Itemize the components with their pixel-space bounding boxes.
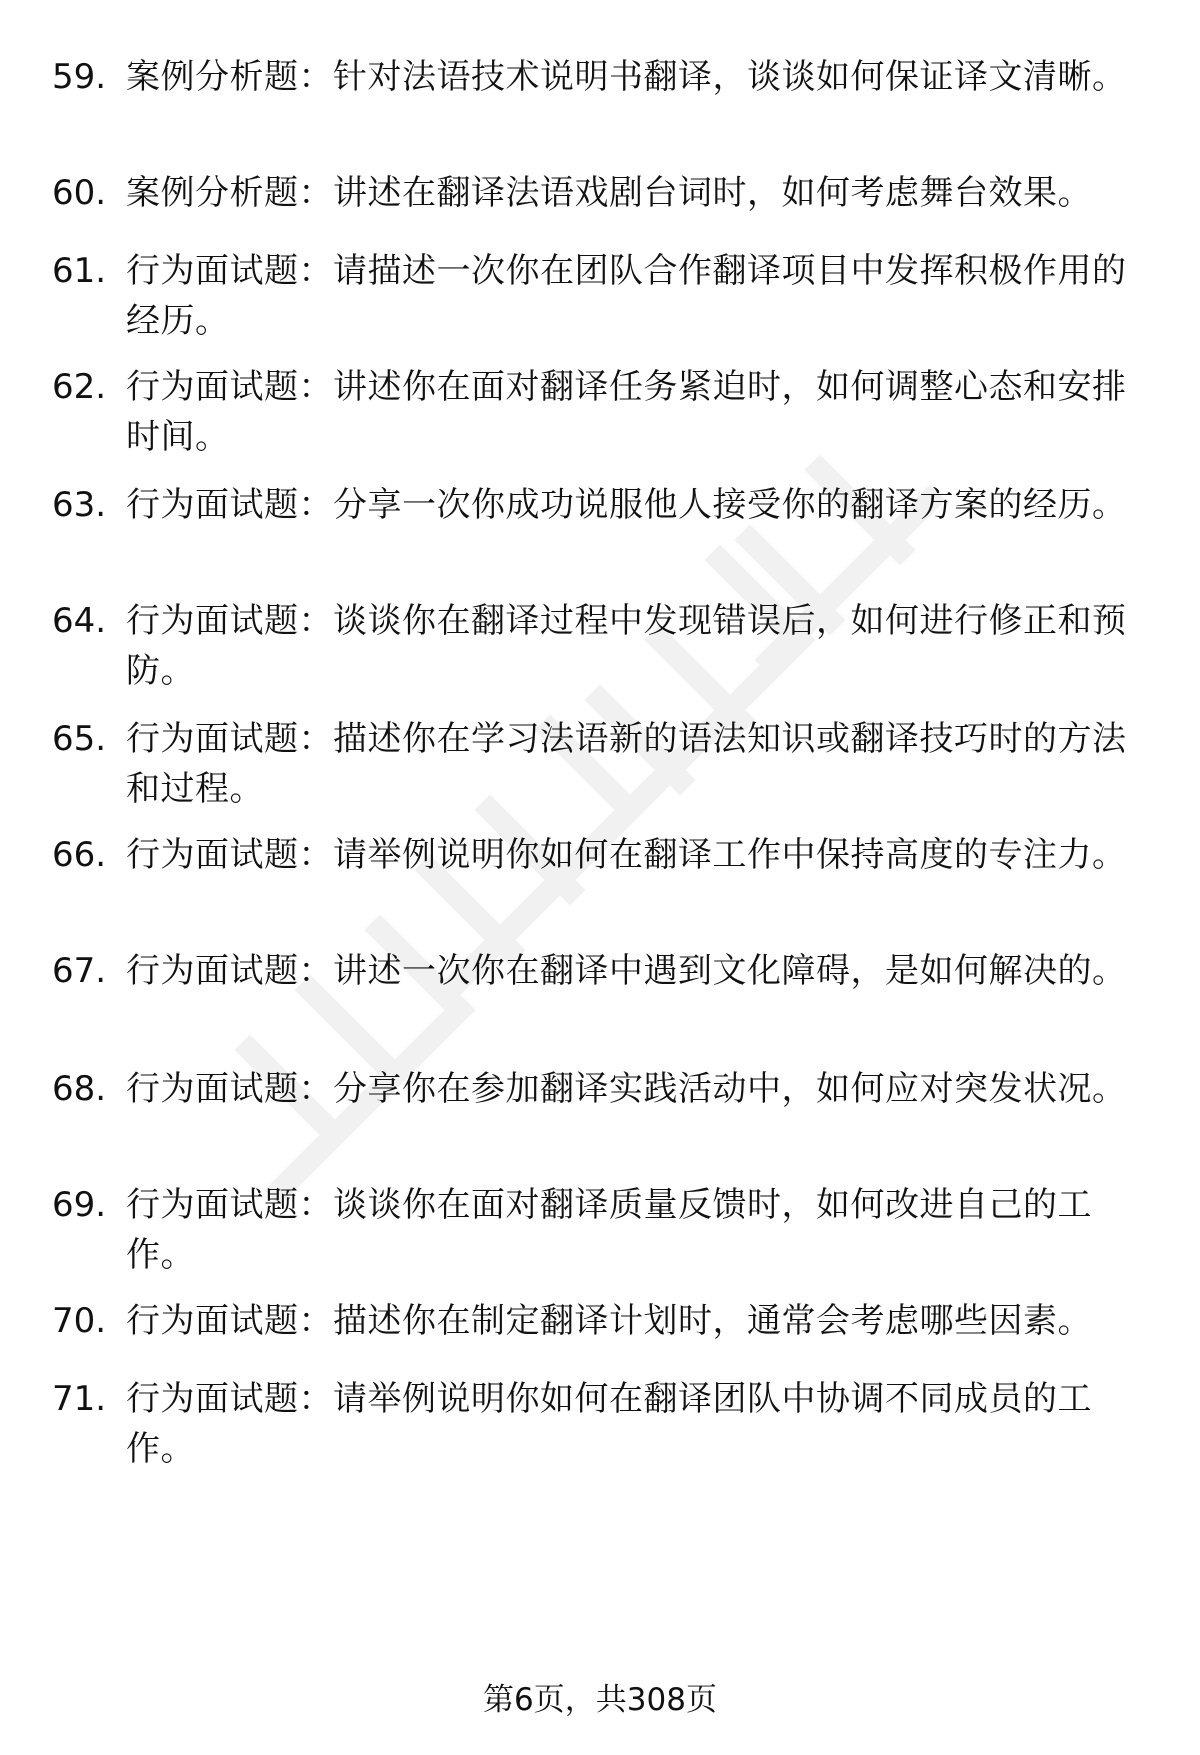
question-text (126, 246, 1142, 346)
question-text (126, 946, 1142, 996)
question-category: 行为面试题： (126, 1301, 333, 1341)
question-category: 行为面试题： (126, 601, 333, 641)
question-content: 描述你在学习法语新的语法知识或翻译技巧时的方法和过程。 (126, 719, 1127, 809)
question-number: 70. (52, 1301, 107, 1341)
question-text (126, 1296, 1142, 1346)
question-content: 谈谈你在翻译过程中发现错误后，如何进行修正和预防。 (126, 601, 1127, 691)
question-number: 64. (52, 601, 107, 641)
question-category: 行为面试题： (126, 1379, 333, 1419)
question-number: 62. (52, 367, 107, 407)
question-content: 分享你在参加翻译实践活动中，如何应对突发状况。 (333, 1069, 1127, 1109)
question-category: 行为面试题： (126, 485, 333, 525)
question-content: 讲述你在面对翻译任务紧迫时，如何调整心态和安排时间。 (126, 367, 1127, 457)
question-text (126, 480, 1142, 530)
question-content: 谈谈你在面对翻译质量反馈时，如何改进自己的工作。 (126, 1185, 1092, 1275)
question-category: 案例分析题： (126, 173, 333, 213)
question-text (126, 1180, 1142, 1280)
question-category: 案例分析题： (126, 57, 333, 97)
question-content: 请举例说明你如何在翻译工作中保持高度的专注力。 (333, 835, 1127, 875)
question-number: 66. (52, 835, 107, 875)
question-category: 行为面试题： (126, 719, 333, 759)
question-number: 60. (52, 173, 107, 213)
question-text (126, 52, 1142, 102)
page-footer: 第6页，共308页 (483, 1682, 717, 1718)
question-number: 71. (52, 1379, 107, 1419)
question-number: 61. (52, 251, 107, 291)
question-number: 68. (52, 1069, 107, 1109)
question-content: 讲述一次你在翻译中遇到文化障碍，是如何解决的。 (333, 951, 1127, 991)
question-content: 分享一次你成功说服他人接受你的翻译方案的经历。 (333, 485, 1127, 525)
question-number: 63. (52, 485, 107, 525)
question-category: 行为面试题： (126, 367, 333, 407)
question-category: 行为面试题： (126, 951, 333, 991)
question-category: 行为面试题： (126, 1185, 333, 1225)
question-text (126, 1064, 1142, 1114)
question-text (126, 714, 1142, 814)
question-number: 59. (52, 57, 107, 97)
question-text (126, 362, 1142, 462)
question-category: 行为面试题： (126, 1069, 333, 1109)
question-content: 讲述在翻译法语戏剧台词时，如何考虑舞台效果。 (333, 173, 1092, 213)
question-content: 针对法语技术说明书翻译，谈谈如何保证译文清晰。 (333, 57, 1127, 97)
question-number: 69. (52, 1185, 107, 1225)
question-number: 67. (52, 951, 107, 991)
question-content: 描述你在制定翻译计划时，通常会考虑哪些因素。 (333, 1301, 1092, 1341)
question-text (126, 596, 1142, 696)
question-number: 65. (52, 719, 107, 759)
question-text (126, 1374, 1142, 1474)
question-content: 请举例说明你如何在翻译团队中协调不同成员的工作。 (126, 1379, 1092, 1469)
question-category: 行为面试题： (126, 251, 333, 291)
question-text (126, 830, 1142, 880)
question-category: 行为面试题： (126, 835, 333, 875)
question-content: 请描述一次你在团队合作翻译项目中发挥积极作用的经历。 (126, 251, 1127, 341)
question-text (126, 168, 1142, 218)
